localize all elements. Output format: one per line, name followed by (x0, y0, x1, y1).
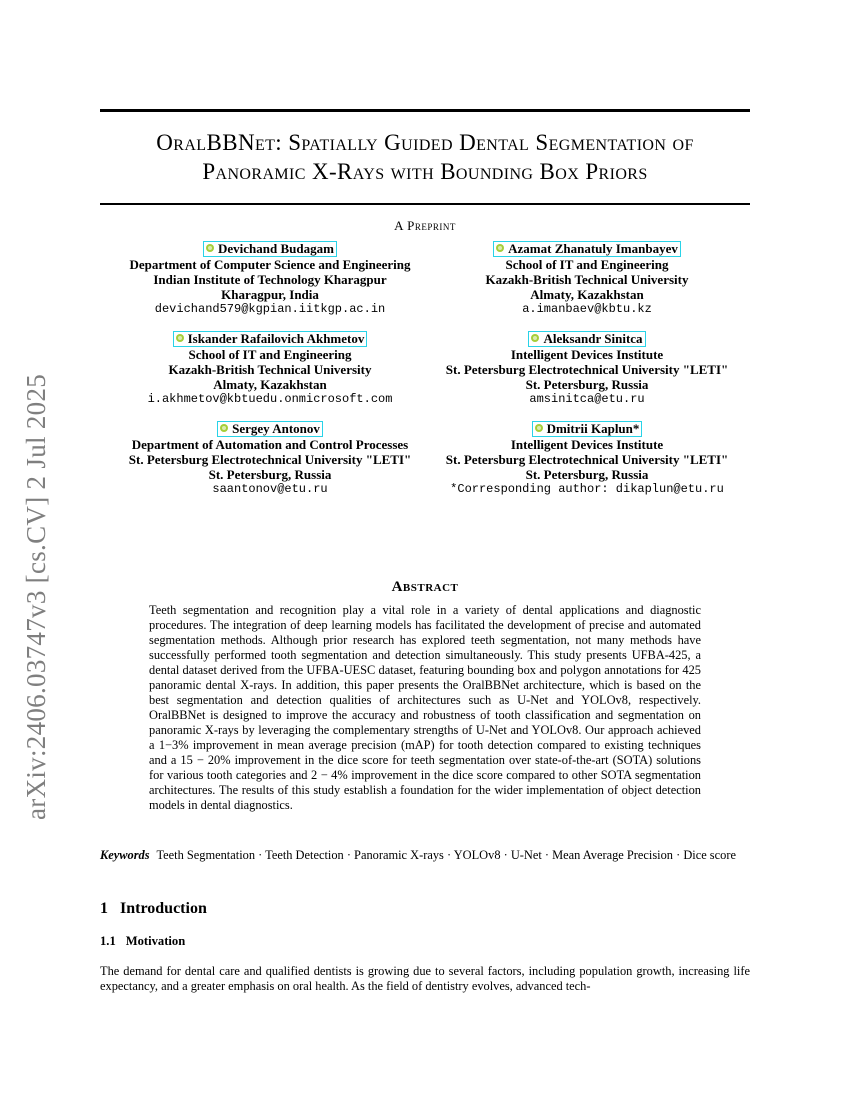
author-location: St. Petersburg, Russia (525, 467, 649, 482)
author-department: Department of Computer Science and Engineering (129, 257, 411, 272)
title-rule-top (100, 109, 750, 112)
author-name-link[interactable] (203, 241, 337, 257)
arxiv-identifier: arXiv:2406.03747v3 [cs.CV] 2 Jul 2025 (21, 373, 51, 820)
author-block (100, 421, 440, 497)
title-rule-bottom (100, 203, 750, 205)
author-email: i.akhmetov@kbtuedu.onmicrosoft.com (147, 392, 393, 406)
author-institution: St. Petersburg Electrotechnical University "LETI" (128, 452, 412, 467)
author-department: Department of Automation and Control Processes (131, 437, 409, 452)
body-paragraph: The demand for dental care and qualified dentists is growing due to several factors, including population growth, increasing life expectancy, and a greater emphasis on oral health. As the field of dentistry evolves, advanced tech- (100, 964, 750, 993)
orcid-icon[interactable] (531, 334, 539, 342)
keywords-text: Teeth Segmentation · Teeth Detection · Panoramic X-rays · YOLOv8 · U-Net · Mean Average Precision · Dice score (156, 848, 736, 862)
author-location: St. Petersburg, Russia (525, 377, 649, 392)
author-email: saantonov@etu.ru (212, 482, 328, 496)
author-email: a.imanbaev@kbtu.kz (522, 302, 652, 316)
corresponding-author-email: *Corresponding author: dikaplun@etu.ru (450, 482, 724, 496)
abstract-text: Teeth segmentation and recognition play a vital role in a variety of dental applications and diagnostic procedures. The integration of deep learning models has facilitated the development of precise and automated segmentation methods. Although prior research has explored teeth segmentation, not many methods have successfully performed tooth segmentation and detection simultaneously. This study presents UFBA-425, a dental dataset derived from the UFBA-UESC dataset, featuring bounding box and polygon annotations for 425 panoramic dental X-rays. In addition, this paper presents the OralBBNet architecture, which is based on the best segmentation and detection qualities of architectures such as U-Net and YOLOv8, respectively. OralBBNet is designed to improve the accuracy and robustness of tooth classification and segmentation on panoramic X-rays by leveraging the complementary strengths of U-Net and YOLOv8. Our approach achieved a 1−3% improvement in mean average precision (mAP) for tooth detection compared to existing techniques and a 15 − 20% improvement in the dice score for teeth segmentation over state-of-the-art (SOTA) solutions for various tooth categories and 2 − 4% improvement in the dice score compared to other SOTA segmentation architectures. The results of this study establish a foundation for the wider implementation of object detection models in dental diagnostics. (149, 603, 701, 812)
section-title: Introduction (120, 900, 207, 917)
author-institution: Indian Institute of Technology Kharagpur (153, 272, 387, 287)
orcid-icon[interactable] (535, 424, 543, 432)
author-location: Almaty, Kazakhstan (213, 377, 327, 392)
author-location: Kharagpur, India (221, 287, 319, 302)
author-department: Intelligent Devices Institute (510, 437, 664, 452)
author-name: Azamat Zhanatuly Imanbayev (508, 241, 678, 256)
abstract-heading: Abstract (391, 579, 459, 595)
author-institution: Kazakh-British Technical University (485, 272, 689, 287)
subsection-title: Motivation (125, 934, 186, 948)
author-name: Aleksandr Sinitca (543, 331, 643, 346)
author-block (100, 241, 440, 317)
section-number: 1 (100, 900, 108, 917)
orcid-icon[interactable] (206, 244, 214, 252)
author-department: Intelligent Devices Institute (510, 347, 664, 362)
orcid-icon[interactable] (496, 244, 504, 252)
author-name-link[interactable] (493, 241, 681, 257)
orcid-icon[interactable] (220, 424, 228, 432)
orcid-icon[interactable] (176, 334, 184, 342)
author-block (432, 331, 742, 407)
author-block (432, 421, 742, 497)
preprint-label: A Preprint (394, 218, 456, 233)
keywords-label: Keywords (100, 848, 150, 862)
author-name-link[interactable] (173, 331, 368, 347)
author-location: Almaty, Kazakhstan (530, 287, 644, 302)
author-email: amsinitca@etu.ru (529, 392, 645, 406)
author-name: Iskander Rafailovich Akhmetov (187, 331, 365, 346)
section-heading (100, 900, 207, 918)
author-block (432, 241, 742, 317)
paper-title (100, 128, 750, 186)
author-institution: Kazakh-British Technical University (168, 362, 372, 377)
author-name: Dmitrii Kaplun* (546, 421, 640, 436)
author-email: devichand579@kgpian.iitkgp.ac.in (154, 302, 386, 316)
author-name-link[interactable] (532, 421, 643, 437)
keywords (100, 848, 750, 863)
author-name-link[interactable] (217, 421, 323, 437)
subsection-heading (100, 934, 185, 949)
title-line-2: Panoramic X-Rays with Bounding Box Priors (202, 159, 648, 184)
author-block (100, 331, 440, 407)
author-institution: St. Petersburg Electrotechnical University "LETI" (445, 362, 729, 377)
author-department: School of IT and Engineering (505, 257, 669, 272)
subsection-number: 1.1 (100, 934, 116, 948)
author-institution: St. Petersburg Electrotechnical University "LETI" (445, 452, 729, 467)
title-line-1: OralBBNet: Spatially Guided Dental Segmentation of (156, 130, 694, 155)
author-department: School of IT and Engineering (188, 347, 352, 362)
author-name: Sergey Antonov (232, 421, 320, 436)
author-location: St. Petersburg, Russia (208, 467, 332, 482)
author-name: Devichand Budagam (218, 241, 334, 256)
author-name-link[interactable] (528, 331, 645, 347)
